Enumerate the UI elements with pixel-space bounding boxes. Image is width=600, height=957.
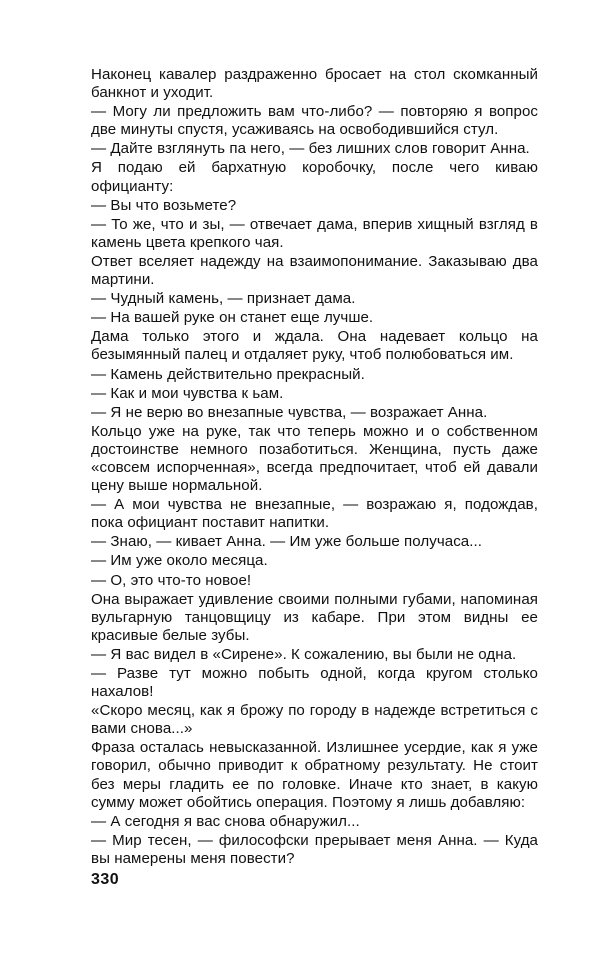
paragraph-6: — То же, что и зы, — отвечает дама, вперив хищный взгляд в камень цвета крепкого чая. [91,215,538,251]
paragraph-2: — Могу ли предложить вам что-либо? — повторяю я вопрос две минуты спустя, усаживаясь на освободившийся стул. [91,103,538,139]
paragraph-23: Фраза осталась невысказанной. Излишнее усердие, как я уже говорил, обычно приводит к обратному результату. Не стоит без меры гладить ее по головке. Иначе кто знает, в какую сумму может обойтись операция. Поэтому я лишь добавляю: [91,739,538,811]
paragraph-7: Ответ вселяет надежду на взаимопонимание. Заказываю два мартини. [91,252,538,289]
page-text-block [91,66,538,869]
page-number: 330 [91,871,120,888]
paragraph-9: — На вашей руке он станет еще лучше. [91,309,374,327]
paragraph-1: Наконец кавалер раздраженно бросает на стол скомканный банкнот и уходит. [91,66,538,102]
paragraph-8: — Чудный камень, — признает дама. [91,290,356,308]
paragraph-18: — О, это что-то новое! [91,571,252,589]
paragraph-14: Кольцо уже на руке, так что теперь можно и о собственном достоинстве немного позаботиться. Женщина, пусть даже «совсем испорченная», всегда предпочитает, чтоб ей давали цену выше нормальной. [91,422,538,495]
paragraph-12: — Как и мои чувства к ьам. [91,384,284,402]
paragraph-3: — Дайте взглянуть па него, — без лишних слов говорит Анна. [91,140,530,158]
paragraph-15: — А мои чувства не внезапные, — возражаю я, подождав, пока официант поставит напитки. [91,496,538,532]
paragraph-19: Она выражает удивление своими полными губами, напоминая вульгарную танцовщицу из кабаре. При этом видны ее красивые белые зубы. [91,590,538,644]
paragraph-16: — Знаю, — кивает Анна. — Им уже больше получаса... [91,533,482,551]
paragraph-11: — Камень действительно прекрасный. [91,365,365,383]
paragraph-4: Я подаю ей бархатную коробочку, после чего киваю официанту: [91,159,538,195]
paragraph-22: «Скоро месяц, как я брожу по городу в надежде встретиться с вами снова...» [91,702,538,738]
paragraph-5: — Вы что возьмете? [91,196,237,214]
paragraph-17: — Им уже около месяца. [91,552,268,570]
paragraph-25: — Мир тесен, — философски прерывает меня Анна. — Куда вы намерены меня повести? [91,831,538,867]
paragraph-13: — Я не верю во внезапные чувства, — возражает Анна. [91,403,488,421]
paragraph-21: — Разве тут можно побыть одной, когда кругом столько нахалов! [91,665,538,701]
paragraph-10: Дама только этого и ждала. Она надевает кольцо на безымянный палец и отдаляет руку, чтоб полюбоваться им. [91,328,538,364]
paragraph-24: — А сегодня я вас снова обнаружил... [91,812,360,830]
paragraph-20: — Я вас видел в «Сирене». К сожалению, вы были не одна. [91,645,517,663]
